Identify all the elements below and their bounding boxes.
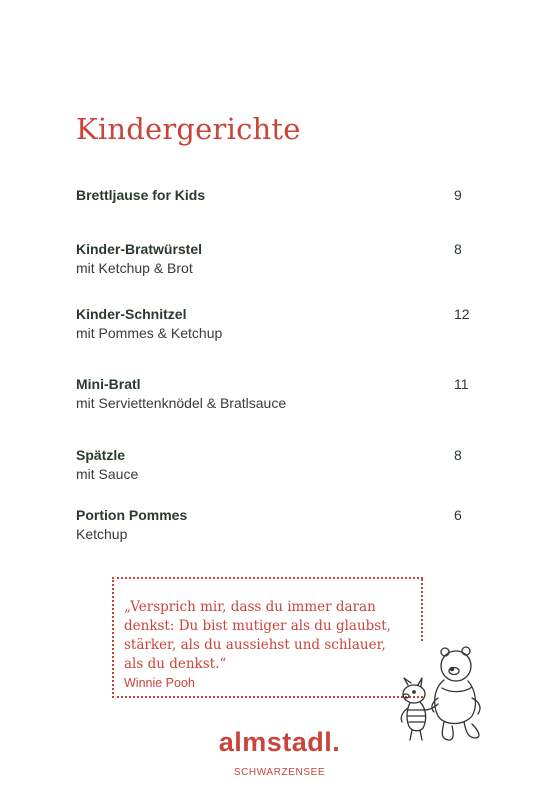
menu-item-description: mit Sauce	[76, 466, 139, 482]
menu-item-name: Kinder-Schnitzel	[76, 306, 187, 322]
menu-item-name: Mini-Bratl	[76, 376, 141, 392]
brand-logo: almstadl.	[218, 727, 341, 757]
menu-item	[76, 186, 476, 204]
menu-item-name: Spätzle	[76, 447, 126, 463]
menu-item-price: 9	[454, 187, 462, 203]
menu-item-description: mit Serviettenknödel & Bratlsauce	[76, 395, 287, 411]
menu-item	[76, 506, 476, 544]
menu-item	[76, 240, 476, 278]
menu-item-name: Kinder-Bratwürstel	[76, 241, 203, 257]
menu-item	[76, 375, 476, 413]
menu-item-name: Brettljause for Kids	[76, 187, 206, 203]
brand-location: SCHWARZENSEE	[233, 767, 326, 778]
menu-item-description: Ketchup	[76, 526, 128, 542]
menu-item-price: 11	[454, 376, 469, 392]
menu-item-description: mit Pommes & Ketchup	[76, 325, 223, 341]
menu-item-name: Portion Pommes	[76, 507, 188, 523]
menu-item-price: 8	[454, 241, 462, 257]
menu-item	[76, 305, 476, 343]
page-title: Kindergerichte	[76, 112, 301, 146]
menu-item-description: mit Ketchup & Brot	[76, 260, 193, 276]
menu-item-price: 6	[454, 507, 462, 523]
menu-item-price: 12	[454, 306, 470, 322]
quote-author: Winnie Pooh	[124, 676, 195, 690]
quote-text: „Versprich mir, dass du immer daran denkst: Du bist mutiger als du glaubst, stärker, als du aussiehst und schlauer, als du denkst.“	[124, 599, 391, 672]
menu-item	[76, 446, 476, 484]
menu-item-price: 8	[454, 447, 462, 463]
